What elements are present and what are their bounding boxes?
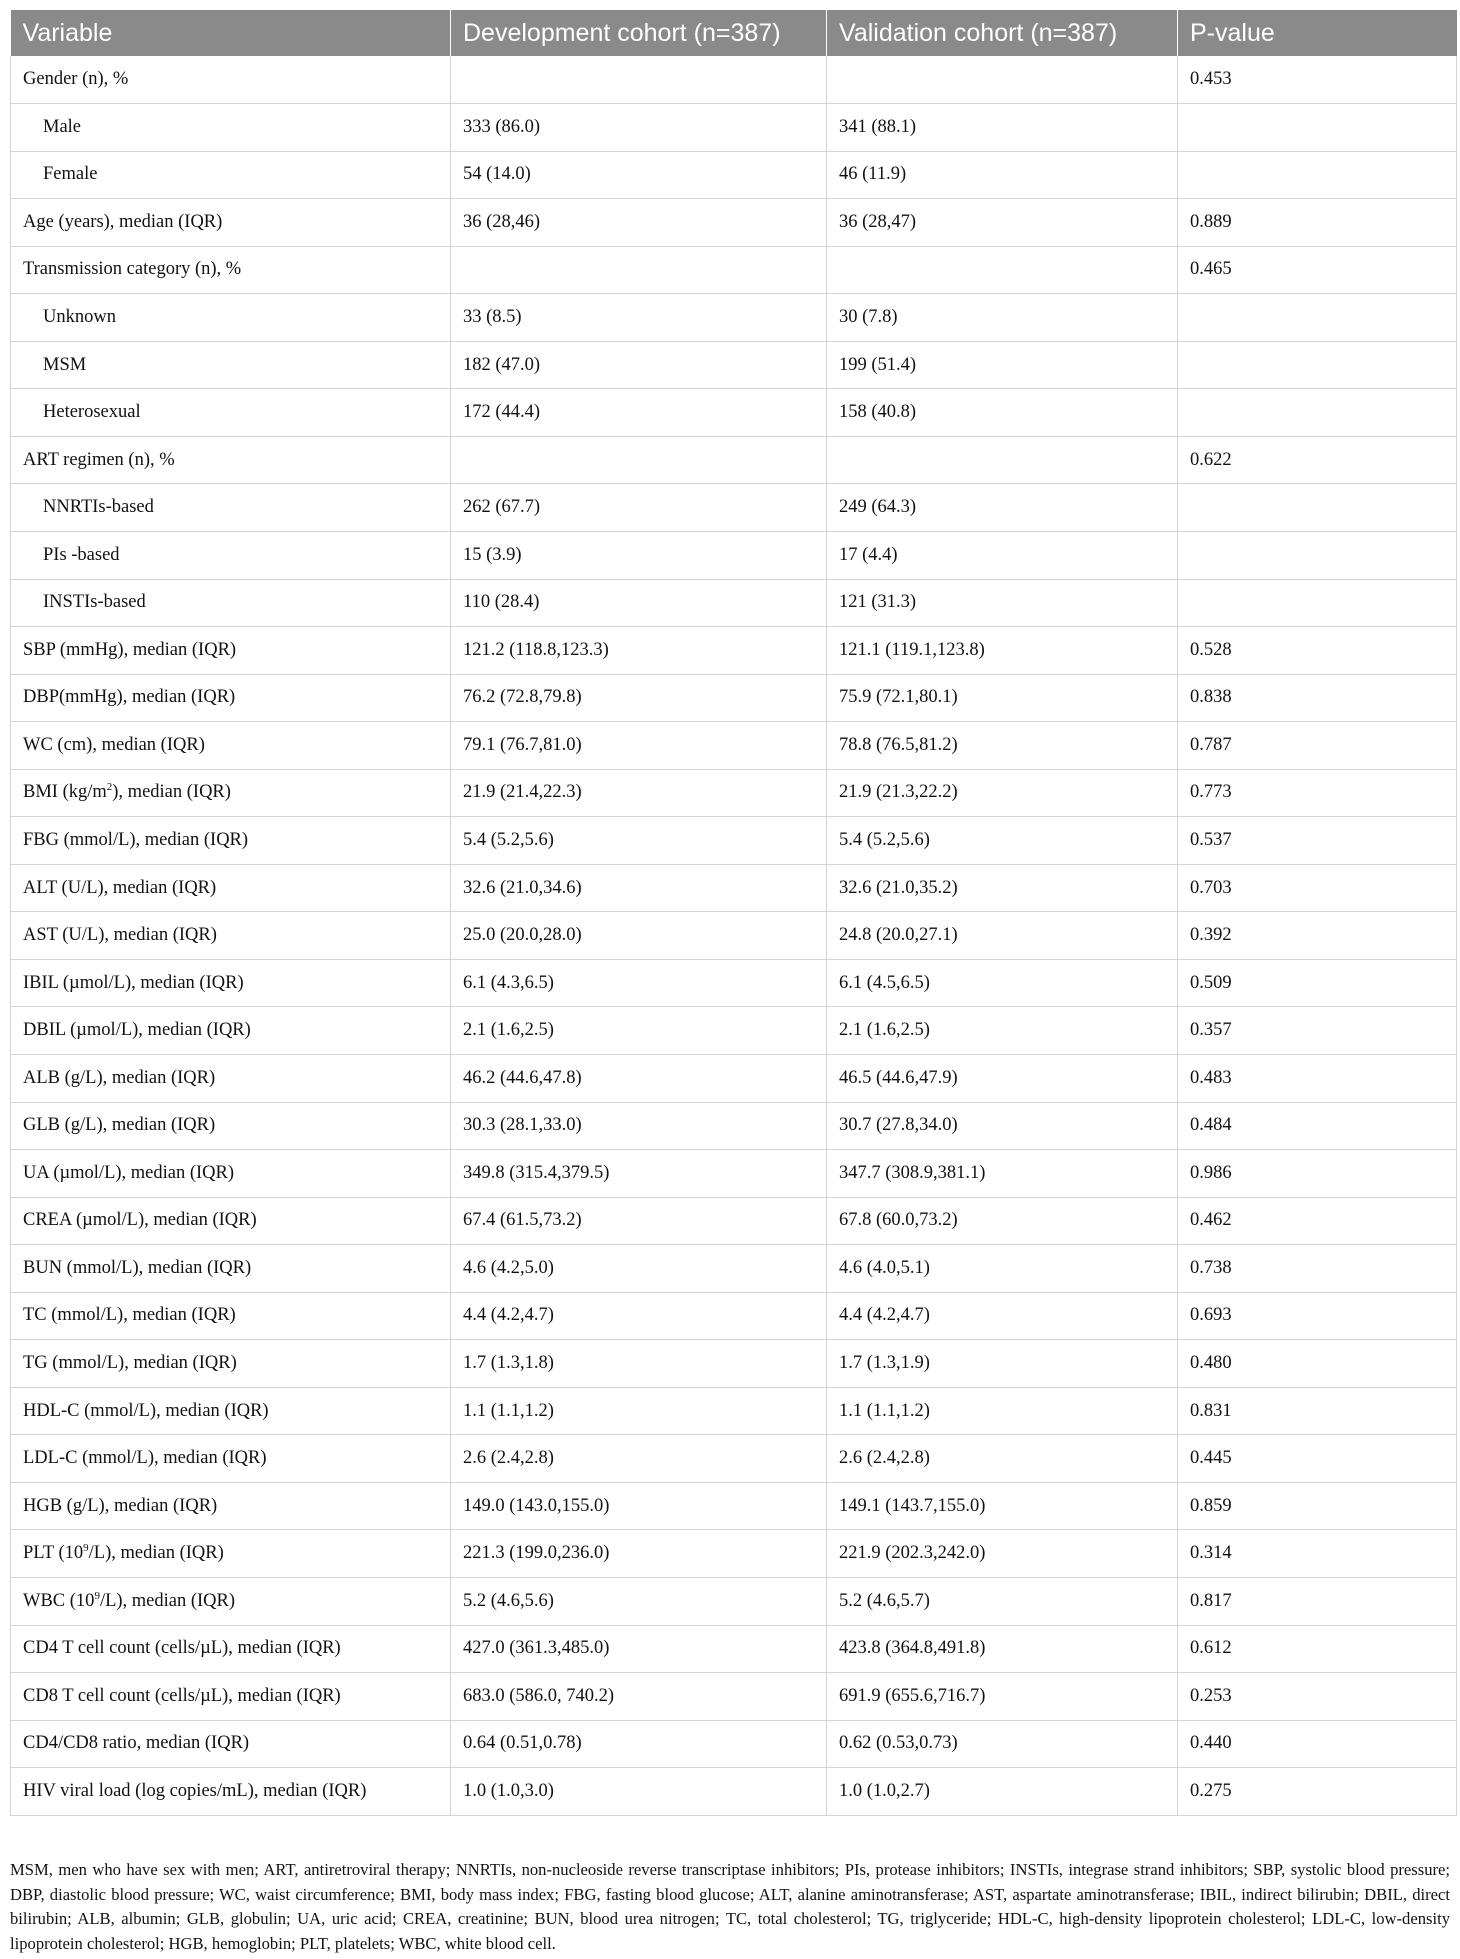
cell-p-value [1178,389,1457,437]
cell-development: 2.1 (1.6,2.5) [451,1007,827,1055]
variable-label: DBIL (µmol/L), median (IQR) [23,1020,251,1041]
cell-p-value: 0.357 [1178,1007,1457,1055]
table-row [11,769,1457,817]
variable-label: ART regimen (n), % [23,449,175,470]
cell-variable [11,912,451,960]
cell-variable [11,579,451,627]
variable-label-suffix: /L), median (IQR) [88,1543,224,1564]
cell-p-value: 0.314 [1178,1530,1457,1578]
cell-validation [827,436,1178,484]
cell-p-value: 0.537 [1178,817,1457,865]
cell-variable [11,151,451,199]
cell-validation: 221.9 (202.3,242.0) [827,1530,1178,1578]
cell-validation: 0.62 (0.53,0.73) [827,1720,1178,1768]
cell-p-value: 0.480 [1178,1340,1457,1388]
cell-p-value [1178,484,1457,532]
cell-validation: 4.6 (4.0,5.1) [827,1245,1178,1293]
variable-label: PIs -based [43,544,120,565]
cell-variable [11,1720,451,1768]
cell-variable [11,1245,451,1293]
table-header [11,10,1457,56]
table-row [11,1768,1457,1816]
variable-label: BMI (kg/m [23,782,107,803]
cell-p-value: 0.483 [1178,1054,1457,1102]
cell-p-value [1178,579,1457,627]
cell-variable [11,1673,451,1721]
variable-label: HIV viral load (log copies/mL), median (IQR) [23,1780,367,1801]
table-footnote: MSM, men who have sex with men; ART, antiretroviral therapy; NNRTIs, non-nucleoside reverse transcriptase inhibitors; PIs, protease inhibitors; INSTIs, integrase strand inhibitors; SBP, systolic blood pressure; DBP, diastolic blood pressure; WC, waist circumference; BMI, body mass index; FBG, fasting blood glucose; ALT, alanine aminotransferase; AST, aspartate aminotransferase; IBIL, indirect bilirubin; DBIL, direct bilirubin; ALB, albumin; GLB, globulin; UA, uric acid; CREA, creatinine; BUN, blood urea nitrogen; TC, total cholesterol; TG, triglyceride; HDL-C, high-density lipoprotein cholesterol; LDL-C, low-density lipoprotein cholesterol; HGB, hemoglobin; PLT, platelets; WBC, white blood cell. [10,1860,1450,1953]
table-row [11,959,1457,1007]
cell-development: 349.8 (315.4,379.5) [451,1150,827,1198]
variable-label: CD4/CD8 ratio, median (IQR) [23,1733,250,1754]
table-row [11,294,1457,342]
variable-label-suffix: ), median (IQR) [112,782,231,803]
variable-label: Female [43,164,98,185]
variable-label: WC (cm), median (IQR) [23,734,205,755]
table-row [11,912,1457,960]
variable-label: CD8 T cell count (cells/µL), median (IQR) [23,1685,341,1706]
cell-validation: 121.1 (119.1,123.8) [827,627,1178,675]
cell-variable [11,1435,451,1483]
cell-validation: 158 (40.8) [827,389,1178,437]
cell-validation: 1.0 (1.0,2.7) [827,1768,1178,1816]
variable-label: TC (mmol/L), median (IQR) [23,1305,236,1326]
cell-p-value [1178,294,1457,342]
table-row [11,1245,1457,1293]
cell-p-value: 0.817 [1178,1578,1457,1626]
cell-variable [11,531,451,579]
cell-development [451,56,827,104]
cell-validation: 2.6 (2.4,2.8) [827,1435,1178,1483]
cell-p-value: 0.440 [1178,1720,1457,1768]
cell-validation: 691.9 (655.6,716.7) [827,1673,1178,1721]
cell-p-value: 0.738 [1178,1245,1457,1293]
cell-development: 683.0 (586.0, 740.2) [451,1673,827,1721]
table-row [11,1054,1457,1102]
baseline-characteristics-table [10,10,1457,1816]
cell-variable [11,1340,451,1388]
variable-label: CREA (µmol/L), median (IQR) [23,1210,257,1231]
cell-variable [11,1150,451,1198]
cell-variable [11,1387,451,1435]
variable-label: Gender (n), % [23,69,129,90]
variable-label: MSM [43,354,87,375]
cell-p-value: 0.693 [1178,1292,1457,1340]
variable-label: SBP (mmHg), median (IQR) [23,639,237,660]
variable-label: FBG (mmol/L), median (IQR) [23,830,249,851]
cell-development: 5.4 (5.2,5.6) [451,817,827,865]
cell-p-value: 0.831 [1178,1387,1457,1435]
cell-variable [11,722,451,770]
table-row [11,1150,1457,1198]
cell-validation: 347.7 (308.9,381.1) [827,1150,1178,1198]
header-variable: Variable [11,10,451,56]
header-validation-cohort: Validation cohort (n=387) [827,10,1178,56]
cell-development: 79.1 (76.7,81.0) [451,722,827,770]
cell-development: 76.2 (72.8,79.8) [451,674,827,722]
cell-variable [11,769,451,817]
cell-development: 0.64 (0.51,0.78) [451,1720,827,1768]
cell-development: 262 (67.7) [451,484,827,532]
cell-variable [11,1007,451,1055]
cell-variable [11,199,451,247]
cell-variable [11,959,451,1007]
cell-variable [11,104,451,152]
cell-validation: 32.6 (21.0,35.2) [827,864,1178,912]
variable-label: Unknown [43,307,116,327]
cell-development: 333 (86.0) [451,104,827,152]
cell-p-value: 0.986 [1178,1150,1457,1198]
cell-p-value: 0.787 [1178,722,1457,770]
cell-validation: 21.9 (21.3,22.2) [827,769,1178,817]
cell-p-value: 0.484 [1178,1102,1457,1150]
cell-variable [11,1625,451,1673]
cell-validation: 78.8 (76.5,81.2) [827,722,1178,770]
table-row [11,627,1457,675]
cell-validation: 46 (11.9) [827,151,1178,199]
variable-label: Transmission category (n), % [23,259,242,280]
table-body [11,56,1457,1815]
cell-development: 54 (14.0) [451,151,827,199]
table-row [11,1482,1457,1530]
cell-p-value: 0.528 [1178,627,1457,675]
cell-variable [11,484,451,532]
cell-development: 15 (3.9) [451,531,827,579]
cell-p-value: 0.889 [1178,199,1457,247]
table-row [11,341,1457,389]
cell-p-value [1178,104,1457,152]
cell-p-value: 0.392 [1178,912,1457,960]
cell-validation: 4.4 (4.2,4.7) [827,1292,1178,1340]
variable-label: GLB (g/L), median (IQR) [23,1115,216,1136]
cell-variable [11,1292,451,1340]
table-row [11,1530,1457,1578]
table-row [11,1292,1457,1340]
table-row [11,246,1457,294]
cell-validation: 17 (4.4) [827,531,1178,579]
cell-development: 4.4 (4.2,4.7) [451,1292,827,1340]
baseline-characteristics-table-container [10,10,1456,1816]
table-row [11,104,1457,152]
cell-variable [11,674,451,722]
cell-validation: 36 (28,47) [827,199,1178,247]
cell-p-value: 0.509 [1178,959,1457,1007]
cell-validation: 6.1 (4.5,6.5) [827,959,1178,1007]
cell-validation: 30 (7.8) [827,294,1178,342]
cell-validation: 121 (31.3) [827,579,1178,627]
cell-validation: 5.2 (4.6,5.7) [827,1578,1178,1626]
cell-validation: 1.1 (1.1,1.2) [827,1387,1178,1435]
table-row [11,579,1457,627]
cell-p-value: 0.453 [1178,56,1457,104]
cell-development: 2.6 (2.4,2.8) [451,1435,827,1483]
cell-development: 33 (8.5) [451,294,827,342]
table-row [11,56,1457,104]
cell-validation: 423.8 (364.8,491.8) [827,1625,1178,1673]
variable-superscript: 9 [83,1542,89,1555]
cell-p-value [1178,341,1457,389]
header-p-value: P-value [1178,10,1457,56]
cell-development: 25.0 (20.0,28.0) [451,912,827,960]
table-row [11,1387,1457,1435]
cell-variable [11,56,451,104]
cell-development: 5.2 (4.6,5.6) [451,1578,827,1626]
cell-validation: 149.1 (143.7,155.0) [827,1482,1178,1530]
cell-variable [11,1578,451,1626]
cell-variable [11,246,451,294]
header-row [11,10,1457,56]
variable-label: AST (U/L), median (IQR) [23,925,217,946]
cell-development: 1.1 (1.1,1.2) [451,1387,827,1435]
table-row [11,674,1457,722]
cell-development: 149.0 (143.0,155.0) [451,1482,827,1530]
cell-variable [11,1197,451,1245]
table-row [11,1197,1457,1245]
variable-label: BUN (mmol/L), median (IQR) [23,1257,252,1278]
cell-p-value: 0.465 [1178,246,1457,294]
variable-label: ALB (g/L), median (IQR) [23,1067,216,1088]
variable-label: TG (mmol/L), median (IQR) [23,1353,237,1374]
cell-variable [11,817,451,865]
cell-development: 32.6 (21.0,34.6) [451,864,827,912]
cell-variable [11,1482,451,1530]
cell-p-value: 0.773 [1178,769,1457,817]
cell-development: 221.3 (199.0,236.0) [451,1530,827,1578]
table-row [11,1578,1457,1626]
cell-variable [11,627,451,675]
table-row [11,484,1457,532]
variable-label: DBP(mmHg), median (IQR) [23,687,236,708]
variable-label: NNRTIs-based [43,497,154,518]
cell-development: 46.2 (44.6,47.8) [451,1054,827,1102]
cell-validation: 1.7 (1.3,1.9) [827,1340,1178,1388]
cell-p-value: 0.253 [1178,1673,1457,1721]
variable-label: ALT (U/L), median (IQR) [23,877,217,898]
cell-variable [11,389,451,437]
cell-development: 4.6 (4.2,5.0) [451,1245,827,1293]
cell-validation: 2.1 (1.6,2.5) [827,1007,1178,1055]
cell-development: 30.3 (28.1,33.0) [451,1102,827,1150]
cell-p-value [1178,151,1457,199]
variable-label-suffix: /L), median (IQR) [99,1590,236,1611]
cell-validation: 75.9 (72.1,80.1) [827,674,1178,722]
cell-validation: 199 (51.4) [827,341,1178,389]
cell-variable [11,294,451,342]
table-row [11,1720,1457,1768]
cell-development: 110 (28.4) [451,579,827,627]
variable-label: CD4 T cell count (cells/µL), median (IQR) [23,1638,341,1659]
cell-p-value: 0.462 [1178,1197,1457,1245]
table-row [11,1007,1457,1055]
table-row [11,1435,1457,1483]
cell-development: 172 (44.4) [451,389,827,437]
cell-development [451,246,827,294]
cell-variable [11,1768,451,1816]
table-row [11,531,1457,579]
table-row [11,199,1457,247]
cell-validation: 341 (88.1) [827,104,1178,152]
table-row [11,864,1457,912]
cell-p-value [1178,531,1457,579]
variable-label: IBIL (µmol/L), median (IQR) [23,972,244,993]
cell-p-value: 0.622 [1178,436,1457,484]
cell-development: 21.9 (21.4,22.3) [451,769,827,817]
table-row [11,722,1457,770]
cell-development: 1.0 (1.0,3.0) [451,1768,827,1816]
variable-label: Male [43,116,82,137]
cell-development: 67.4 (61.5,73.2) [451,1197,827,1245]
variable-label: LDL-C (mmol/L), median (IQR) [23,1448,267,1469]
cell-p-value: 0.838 [1178,674,1457,722]
variable-label: HGB (g/L), median (IQR) [23,1495,218,1516]
cell-p-value: 0.859 [1178,1482,1457,1530]
cell-validation: 67.8 (60.0,73.2) [827,1197,1178,1245]
variable-superscript: 2 [106,781,113,794]
cell-p-value: 0.703 [1178,864,1457,912]
cell-p-value: 0.445 [1178,1435,1457,1483]
table-row [11,817,1457,865]
cell-validation [827,56,1178,104]
cell-development: 427.0 (361.3,485.0) [451,1625,827,1673]
cell-variable [11,1530,451,1578]
table-row [11,1625,1457,1673]
cell-development: 182 (47.0) [451,341,827,389]
cell-validation: 24.8 (20.0,27.1) [827,912,1178,960]
cell-p-value: 0.612 [1178,1625,1457,1673]
table-row [11,151,1457,199]
cell-development: 1.7 (1.3,1.8) [451,1340,827,1388]
header-development-cohort: Development cohort (n=387) [451,10,827,56]
table-row [11,389,1457,437]
table-row [11,436,1457,484]
cell-variable [11,1054,451,1102]
cell-development: 6.1 (4.3,6.5) [451,959,827,1007]
cell-variable [11,436,451,484]
variable-superscript: 9 [94,1589,100,1602]
cell-development: 36 (28,46) [451,199,827,247]
cell-validation: 249 (64.3) [827,484,1178,532]
cell-variable [11,341,451,389]
table-row [11,1340,1457,1388]
table-row [11,1673,1457,1721]
variable-label: INSTIs-based [43,592,146,613]
variable-label: WBC (10 [23,1590,95,1611]
cell-variable [11,1102,451,1150]
cell-validation: 30.7 (27.8,34.0) [827,1102,1178,1150]
cell-validation [827,246,1178,294]
cell-variable [11,864,451,912]
cell-development: 121.2 (118.8,123.3) [451,627,827,675]
table-row [11,1102,1457,1150]
variable-label: PLT (10 [23,1543,84,1564]
variable-label: Heterosexual [43,402,141,423]
variable-label: UA (µmol/L), median (IQR) [23,1162,235,1183]
cell-development [451,436,827,484]
cell-validation: 46.5 (44.6,47.9) [827,1054,1178,1102]
cell-p-value: 0.275 [1178,1768,1457,1816]
cell-validation: 5.4 (5.2,5.6) [827,817,1178,865]
variable-label: Age (years), median (IQR) [23,211,223,232]
variable-label: HDL-C (mmol/L), median (IQR) [23,1400,269,1421]
